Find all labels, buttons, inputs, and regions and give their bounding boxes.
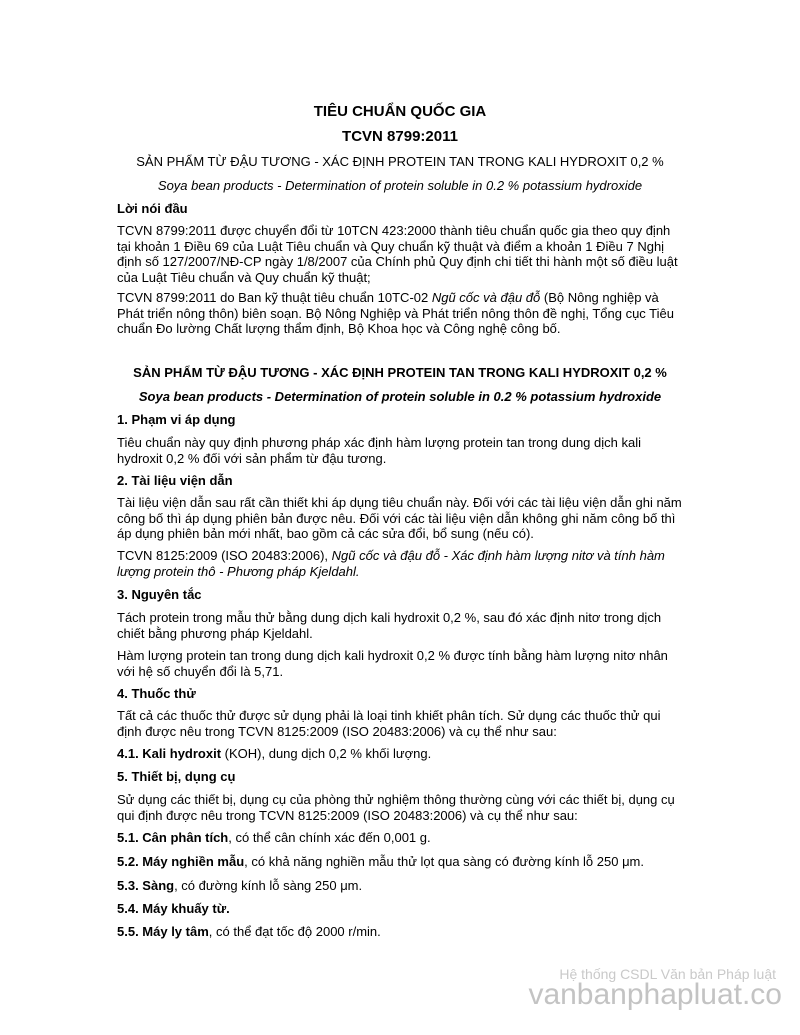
section-1-paragraph: Tiêu chuẩn này quy định phương pháp xác định hàm lượng protein tan trong dung dịch kali hydroxit 0,2 % đối với sản phẩm từ đậu tương. [117, 435, 641, 466]
clause-5-2: 5.2. Máy nghiền mẫu, có khả năng nghiền mẫu thử lọt qua sàng có đường kính lỗ 250 μm. [117, 854, 644, 869]
clause-5-5: 5.5. Máy ly tâm, có thể đạt tốc độ 2000 r/min. [117, 924, 381, 939]
section-2-paragraph-1: Tài liệu viện dẫn sau rất cần thiết khi áp dụng tiêu chuẩn này. Đối với các tài liệu viện dẫn ghi năm công bố thì áp dụng phiên bản được nêu. Đối với các tài liệu viện dẫn không ghi năm công bố thì áp dụng phiên bản mới nhất, bao gồm cả các sửa đổi, bổ sung (nếu có). [117, 495, 682, 541]
section-4-paragraph: Tất cả các thuốc thử được sử dụng phải là loại tinh khiết phân tích. Sử dụng các thuốc thử qui định được nêu trong TCVN 8125:2009 (ISO 20483:2006) và cụ thể như sau: [117, 708, 661, 739]
section-2-heading: 2. Tài liệu viện dẫn [117, 473, 233, 488]
section-3-heading: 3. Nguyên tắc [117, 587, 202, 602]
body-title-english: Soya bean products - Determination of protein soluble in 0.2 % potassium hydroxide [138, 389, 662, 404]
document-title: TIÊU CHUẨN QUỐC GIA [313, 103, 487, 120]
watermark-caption: Hệ thống CSDL Văn bản Pháp luật [559, 966, 776, 982]
section-2-paragraph-2: TCVN 8125:2009 (ISO 20483:2006), Ngũ cốc và đậu đỗ - Xác định hàm lượng nitơ và tính hàm lượng protein thô - Phương pháp Kjeldahl. [117, 548, 665, 579]
watermark-domain: vanbanphapluat.co [528, 978, 782, 1011]
section-3-paragraph-1: Tách protein trong mẫu thử bằng dung dịch kali hydroxit 0,2 %, sau đó xác định nitơ trong dịch chiết bằng phương pháp Kjeldahl. [117, 610, 662, 641]
clause-4-1: 4.1. Kali hydroxit (KOH), dung dịch 0,2 % khối lượng. [117, 746, 432, 761]
foreword-paragraph-1: TCVN 8799:2011 được chuyển đổi từ 10TCN 423:2000 thành tiêu chuẩn quốc gia theo quy định tại khoản 1 Điều 69 của Luật Tiêu chuẩn và Quy chuẩn kỹ thuật và điểm a khoản 1 Điều 7 Nghị định số 127/2007/NĐ-CP ngày 1/8/2007 của Chính phủ Quy định chi tiết thi hành một số điều luật của Luật Tiêu chuẩn và Quy chuẩn kỹ thuật; [117, 223, 678, 285]
foreword-paragraph-2: TCVN 8799:2011 do Ban kỹ thuật tiêu chuẩn 10TC-02 Ngũ cốc và đậu đỗ (Bộ Nông nghiệp và Phát triển nông thôn) biên soạn. Bộ Nông Nghiệp và Phát triển nông thôn đề nghị, Tổng cục Tiêu chuẩn Đo lường Chất lượng thẩm định, Bộ Khoa học và Công nghệ công bố. [117, 290, 674, 336]
clause-5-1: 5.1. Cân phân tích, có thể cân chính xác đến 0,001 g. [117, 830, 431, 845]
subtitle-english: Soya bean products - Determination of protein soluble in 0.2 % potassium hydroxide [157, 178, 643, 193]
body-title-vietnamese: SẢN PHẨM TỪ ĐẬU TƯƠNG - XÁC ĐỊNH PROTEIN TAN TRONG KALI HYDROXIT 0,2 % [133, 365, 667, 380]
subtitle-vietnamese: SẢN PHẨM TỪ ĐẬU TƯƠNG - XÁC ĐỊNH PROTEIN TAN TRONG KALI HYDROXIT 0,2 % [136, 154, 664, 169]
clause-5-3: 5.3. Sàng, có đường kính lỗ sàng 250 μm. [117, 878, 363, 893]
section-1-heading: 1. Phạm vi áp dụng [117, 412, 236, 427]
standard-number: TCVN 8799:2011 [342, 128, 458, 145]
section-5-paragraph: Sử dụng các thiết bị, dụng cụ của phòng thử nghiệm thông thường cùng với các thiết bị, dụng cụ qui định được nêu trong TCVN 8125:2009 (ISO 20483:2006) và cụ thể như sau: [117, 792, 675, 823]
foreword-heading: Lời nói đầu [117, 201, 188, 216]
section-3-paragraph-2: Hàm lượng protein tan trong dung dịch kali hydroxit 0,2 % được tính bằng hàm lượng nitơ nhân với hệ số chuyển đổi là 5,71. [117, 648, 668, 679]
clause-5-4: 5.4. Máy khuấy từ. [117, 901, 230, 916]
section-4-heading: 4. Thuốc thử [117, 686, 196, 701]
section-5-heading: 5. Thiết bị, dụng cụ [117, 769, 236, 784]
